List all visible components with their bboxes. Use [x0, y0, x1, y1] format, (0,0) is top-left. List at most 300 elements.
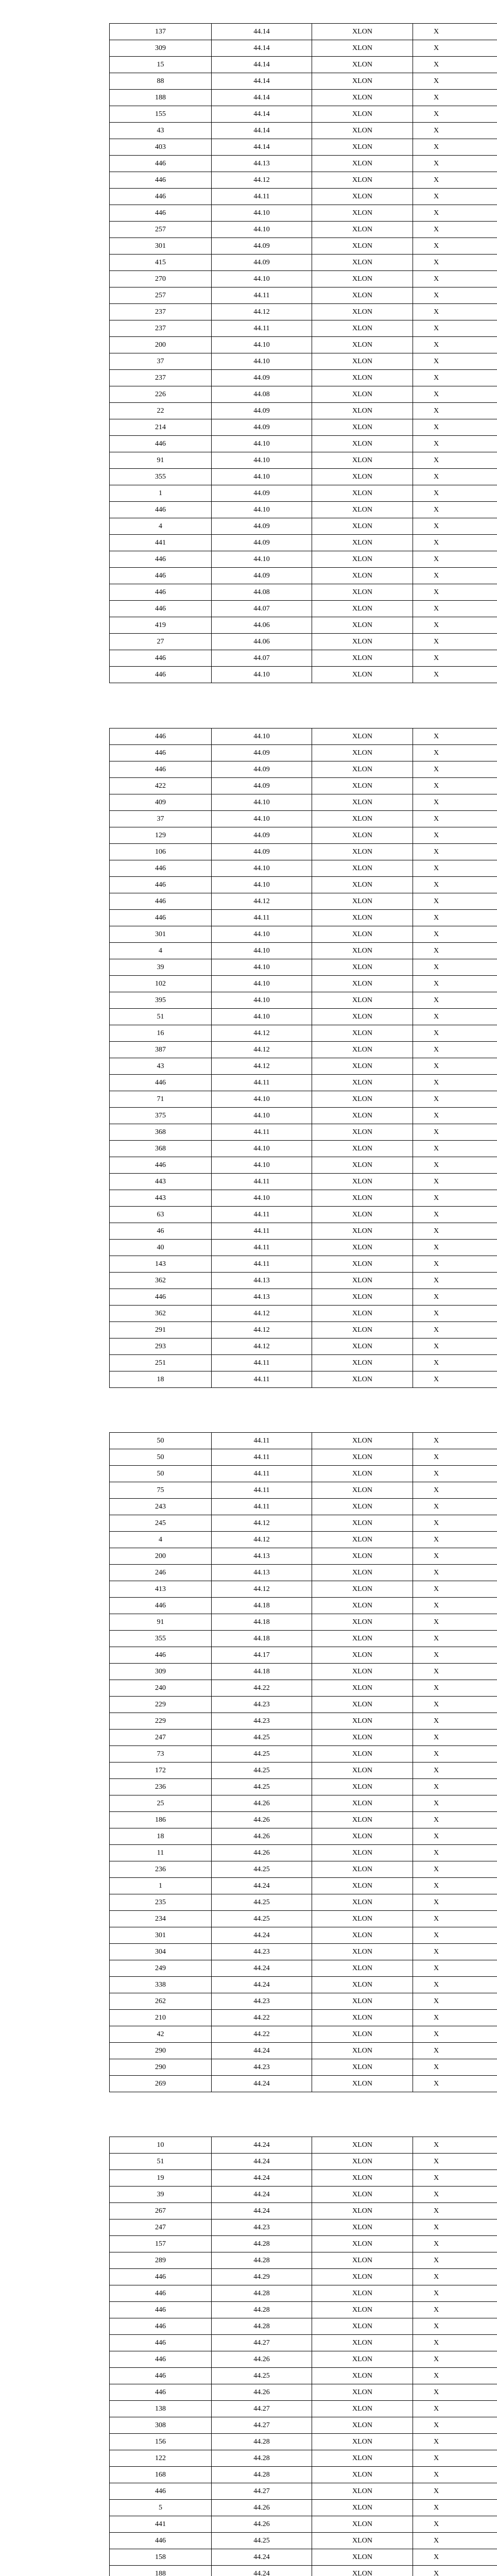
volume-cell: 22 [110, 403, 212, 419]
volume-cell: 446 [110, 584, 212, 601]
table-row [110, 2351, 497, 2368]
time-cell: X [413, 1157, 497, 1174]
price-cell: 44.06 [212, 634, 312, 650]
time-cell: X [413, 2252, 497, 2269]
volume-cell: 237 [110, 320, 212, 337]
time-cell: X [413, 1977, 497, 1993]
volume-cell: 246 [110, 1565, 212, 1581]
price-cell: 44.28 [212, 2236, 312, 2252]
volume-cell: 446 [110, 2302, 212, 2318]
volume-cell: 443 [110, 1174, 212, 1190]
table-row [110, 650, 497, 667]
price-cell: 44.12 [212, 1025, 312, 1042]
price-cell: 44.11 [212, 189, 312, 205]
venue-cell: XLON [312, 123, 413, 139]
time-cell: X [413, 255, 497, 271]
volume-cell: 301 [110, 238, 212, 255]
volume-cell: 186 [110, 1812, 212, 1828]
volume-cell: 71 [110, 1091, 212, 1108]
price-cell: 44.11 [212, 1075, 312, 1091]
volume-cell: 413 [110, 1581, 212, 1598]
table-row [110, 320, 497, 337]
venue-cell: XLON [312, 2043, 413, 2059]
volume-cell: 188 [110, 2566, 212, 2576]
time-cell: X [413, 1466, 497, 1482]
volume-cell: 15 [110, 57, 212, 73]
volume-cell: 157 [110, 2236, 212, 2252]
time-cell: X [413, 992, 497, 1009]
venue-cell: XLON [312, 304, 413, 320]
venue-cell: XLON [312, 1009, 413, 1025]
venue-cell: XLON [312, 976, 413, 992]
table-row [110, 893, 497, 910]
volume-cell: 446 [110, 1157, 212, 1174]
venue-cell: XLON [312, 1240, 413, 1256]
time-cell: X [413, 57, 497, 73]
volume-cell: 446 [110, 1075, 212, 1091]
venue-cell: XLON [312, 57, 413, 73]
volume-cell: 37 [110, 353, 212, 370]
time-cell: X [413, 287, 497, 304]
time-cell: X [413, 2203, 497, 2219]
venue-cell: XLON [312, 650, 413, 667]
price-cell: 44.18 [212, 1614, 312, 1631]
price-cell: 44.11 [212, 287, 312, 304]
venue-cell: XLON [312, 1977, 413, 1993]
table-row [110, 1322, 497, 1338]
volume-cell: 362 [110, 1306, 212, 1322]
time-cell: X [413, 502, 497, 518]
time-cell: X [413, 893, 497, 910]
price-cell: 44.12 [212, 1532, 312, 1548]
venue-cell: XLON [312, 2010, 413, 2026]
time-cell: X [413, 1680, 497, 1697]
table-row [110, 1581, 497, 1598]
time-cell: X [413, 2010, 497, 2026]
price-cell: 44.12 [212, 1515, 312, 1532]
price-cell: 44.10 [212, 205, 312, 222]
time-cell: X [413, 910, 497, 926]
venue-cell: XLON [312, 860, 413, 877]
price-cell: 44.14 [212, 106, 312, 123]
price-cell: 44.17 [212, 1647, 312, 1664]
time-cell: X [413, 2059, 497, 2076]
volume-cell: 1 [110, 485, 212, 502]
time-cell: X [413, 139, 497, 156]
venue-cell: XLON [312, 1664, 413, 1680]
volume-cell: 168 [110, 2467, 212, 2483]
time-cell: X [413, 1878, 497, 1894]
volume-cell: 73 [110, 1746, 212, 1762]
volume-cell: 446 [110, 860, 212, 877]
venue-cell: XLON [312, 1713, 413, 1730]
price-cell: 44.08 [212, 584, 312, 601]
price-cell: 44.28 [212, 2285, 312, 2302]
price-cell: 44.10 [212, 943, 312, 959]
volume-cell: 293 [110, 1338, 212, 1355]
time-cell: X [413, 601, 497, 617]
table-row [110, 1647, 497, 1664]
volume-cell: 446 [110, 601, 212, 617]
volume-cell: 4 [110, 943, 212, 959]
venue-cell: XLON [312, 2483, 413, 2500]
venue-cell: XLON [312, 172, 413, 189]
volume-cell: 200 [110, 337, 212, 353]
volume-cell: 309 [110, 40, 212, 57]
volume-cell: 304 [110, 1944, 212, 1960]
venue-cell: XLON [312, 2417, 413, 2434]
table-row [110, 634, 497, 650]
table-row [110, 1861, 497, 1878]
table-row [110, 992, 497, 1009]
time-cell: X [413, 2076, 497, 2092]
venue-cell: XLON [312, 877, 413, 893]
table-row [110, 1433, 497, 1449]
table-row [110, 1927, 497, 1944]
volume-cell: 291 [110, 1322, 212, 1338]
table-row [110, 1977, 497, 1993]
venue-cell: XLON [312, 337, 413, 353]
table-row [110, 2516, 497, 2533]
venue-cell: XLON [312, 1565, 413, 1581]
time-cell: X [413, 794, 497, 811]
volume-cell: 236 [110, 1779, 212, 1795]
table-row [110, 811, 497, 827]
price-cell: 44.09 [212, 238, 312, 255]
time-cell: X [413, 2368, 497, 2384]
volume-cell: 240 [110, 1680, 212, 1697]
price-cell: 44.27 [212, 2483, 312, 2500]
volume-cell: 50 [110, 1433, 212, 1449]
table-row [110, 728, 497, 745]
price-cell: 44.10 [212, 1091, 312, 1108]
volume-cell: 229 [110, 1713, 212, 1730]
volume-cell: 5 [110, 2500, 212, 2516]
price-cell: 44.10 [212, 1009, 312, 1025]
table-row [110, 2154, 497, 2170]
venue-cell: XLON [312, 2500, 413, 2516]
volume-cell: 446 [110, 1598, 212, 1614]
volume-cell: 446 [110, 2351, 212, 2368]
price-cell: 44.29 [212, 2269, 312, 2285]
price-cell: 44.09 [212, 419, 312, 436]
volume-cell: 129 [110, 827, 212, 844]
table-row [110, 1680, 497, 1697]
time-cell: X [413, 568, 497, 584]
time-cell: X [413, 943, 497, 959]
volume-cell: 446 [110, 667, 212, 683]
table-row [110, 2219, 497, 2236]
table-row [110, 1190, 497, 1207]
volume-cell: 446 [110, 2384, 212, 2401]
price-cell: 44.25 [212, 1730, 312, 1746]
table-row [110, 40, 497, 57]
venue-cell: XLON [312, 992, 413, 1009]
volume-cell: 419 [110, 617, 212, 634]
time-cell: X [413, 1207, 497, 1223]
time-cell: X [413, 1993, 497, 2010]
price-cell: 44.08 [212, 386, 312, 403]
venue-cell: XLON [312, 1157, 413, 1174]
time-cell: X [413, 877, 497, 893]
venue-cell: XLON [312, 73, 413, 90]
table-row [110, 2533, 497, 2549]
table-row [110, 1565, 497, 1581]
volume-cell: 403 [110, 139, 212, 156]
volume-cell: 446 [110, 2483, 212, 2500]
price-cell: 44.25 [212, 1861, 312, 1878]
price-cell: 44.10 [212, 992, 312, 1009]
volume-cell: 237 [110, 304, 212, 320]
price-cell: 44.28 [212, 2318, 312, 2335]
price-cell: 44.10 [212, 1141, 312, 1157]
table-row [110, 1174, 497, 1190]
price-cell: 44.12 [212, 1338, 312, 1355]
venue-cell: XLON [312, 535, 413, 551]
price-cell: 44.07 [212, 601, 312, 617]
volume-cell: 375 [110, 1108, 212, 1124]
venue-cell: XLON [312, 222, 413, 238]
time-cell: X [413, 1058, 497, 1075]
volume-cell: 446 [110, 910, 212, 926]
volume-cell: 39 [110, 959, 212, 976]
volume-cell: 446 [110, 502, 212, 518]
venue-cell: XLON [312, 2368, 413, 2384]
venue-cell: XLON [312, 584, 413, 601]
table-row [110, 2059, 497, 2076]
venue-cell: XLON [312, 1631, 413, 1647]
volume-cell: 188 [110, 90, 212, 106]
time-cell: X [413, 238, 497, 255]
price-cell: 44.10 [212, 926, 312, 943]
venue-cell: XLON [312, 1058, 413, 1075]
table-row [110, 617, 497, 634]
price-cell: 44.22 [212, 2026, 312, 2043]
table-row [110, 502, 497, 518]
price-cell: 44.09 [212, 255, 312, 271]
venue-cell: XLON [312, 617, 413, 634]
table-row [110, 1631, 497, 1647]
table-row [110, 1306, 497, 1322]
time-cell: X [413, 2401, 497, 2417]
volume-cell: 249 [110, 1960, 212, 1977]
table-row [110, 1812, 497, 1828]
venue-cell: XLON [312, 2170, 413, 2187]
price-cell: 44.10 [212, 794, 312, 811]
price-cell: 44.09 [212, 844, 312, 860]
time-cell: X [413, 2384, 497, 2401]
venue-cell: XLON [312, 728, 413, 745]
venue-cell: XLON [312, 370, 413, 386]
table-row [110, 1466, 497, 1482]
table-row [110, 2302, 497, 2318]
price-cell: 44.24 [212, 2076, 312, 2092]
volume-cell: 75 [110, 1482, 212, 1499]
price-cell: 44.09 [212, 370, 312, 386]
venue-cell: XLON [312, 1861, 413, 1878]
table-row [110, 2137, 497, 2154]
price-cell: 44.14 [212, 40, 312, 57]
price-cell: 44.11 [212, 1466, 312, 1482]
table-row [110, 778, 497, 794]
volume-cell: 247 [110, 1730, 212, 1746]
table-row [110, 2318, 497, 2335]
table-row [110, 1157, 497, 1174]
volume-cell: 446 [110, 1647, 212, 1664]
venue-cell: XLON [312, 1322, 413, 1338]
venue-cell: XLON [312, 1548, 413, 1565]
table-row [110, 2236, 497, 2252]
venue-cell: XLON [312, 551, 413, 568]
time-cell: X [413, 1371, 497, 1388]
time-cell: X [413, 1042, 497, 1058]
volume-cell: 446 [110, 2285, 212, 2302]
table-row [110, 255, 497, 271]
time-cell: X [413, 205, 497, 222]
venue-cell: XLON [312, 2302, 413, 2318]
price-cell: 44.10 [212, 860, 312, 877]
time-cell: X [413, 2549, 497, 2566]
volume-cell: 1 [110, 1878, 212, 1894]
time-cell: X [413, 1845, 497, 1861]
volume-cell: 309 [110, 1664, 212, 1680]
venue-cell: XLON [312, 1355, 413, 1371]
volume-cell: 446 [110, 172, 212, 189]
venue-cell: XLON [312, 1223, 413, 1240]
venue-cell: XLON [312, 2203, 413, 2219]
venue-cell: XLON [312, 2252, 413, 2269]
time-cell: X [413, 535, 497, 551]
price-cell: 44.12 [212, 893, 312, 910]
venue-cell: XLON [312, 1108, 413, 1124]
venue-cell: XLON [312, 2335, 413, 2351]
venue-cell: XLON [312, 2533, 413, 2549]
venue-cell: XLON [312, 1515, 413, 1532]
table-row [110, 584, 497, 601]
table-row [110, 1124, 497, 1141]
time-cell: X [413, 2335, 497, 2351]
price-cell: 44.09 [212, 778, 312, 794]
table-row [110, 1779, 497, 1795]
price-cell: 44.13 [212, 1548, 312, 1565]
time-cell: X [413, 926, 497, 943]
trades-table-page-4 [109, 2137, 497, 2576]
table-row [110, 1697, 497, 1713]
price-cell: 44.22 [212, 1680, 312, 1697]
time-cell: X [413, 337, 497, 353]
time-cell: X [413, 634, 497, 650]
venue-cell: XLON [312, 1746, 413, 1762]
time-cell: X [413, 1433, 497, 1449]
table-row [110, 1058, 497, 1075]
time-cell: X [413, 584, 497, 601]
time-cell: X [413, 1322, 497, 1338]
volume-cell: 308 [110, 2417, 212, 2434]
price-cell: 44.24 [212, 2566, 312, 2576]
table-row [110, 1338, 497, 1355]
price-cell: 44.26 [212, 1812, 312, 1828]
volume-cell: 46 [110, 1223, 212, 1240]
volume-cell: 270 [110, 271, 212, 287]
volume-cell: 137 [110, 24, 212, 40]
volume-cell: 446 [110, 728, 212, 745]
venue-cell: XLON [312, 745, 413, 761]
time-cell: X [413, 189, 497, 205]
venue-cell: XLON [312, 844, 413, 860]
time-cell: X [413, 2302, 497, 2318]
time-cell: X [413, 485, 497, 502]
time-cell: X [413, 1960, 497, 1977]
price-cell: 44.09 [212, 761, 312, 778]
venue-cell: XLON [312, 778, 413, 794]
volume-cell: 143 [110, 1256, 212, 1273]
price-cell: 44.10 [212, 877, 312, 893]
venue-cell: XLON [312, 2059, 413, 2076]
time-cell: X [413, 1664, 497, 1680]
volume-cell: 257 [110, 287, 212, 304]
venue-cell: XLON [312, 419, 413, 436]
time-cell: X [413, 2285, 497, 2302]
volume-cell: 446 [110, 436, 212, 452]
time-cell: X [413, 1713, 497, 1730]
time-cell: X [413, 617, 497, 634]
price-cell: 44.10 [212, 551, 312, 568]
table-row [110, 2401, 497, 2417]
price-cell: 44.11 [212, 1240, 312, 1256]
volume-cell: 301 [110, 1927, 212, 1944]
table-row [110, 827, 497, 844]
time-cell: X [413, 811, 497, 827]
table-row [110, 123, 497, 139]
price-cell: 44.12 [212, 1322, 312, 1338]
time-cell: X [413, 2351, 497, 2368]
venue-cell: XLON [312, 2269, 413, 2285]
table-row [110, 745, 497, 761]
table-row [110, 1614, 497, 1631]
time-cell: X [413, 1548, 497, 1565]
time-cell: X [413, 1499, 497, 1515]
venue-cell: XLON [312, 568, 413, 584]
venue-cell: XLON [312, 893, 413, 910]
venue-cell: XLON [312, 1680, 413, 1697]
venue-cell: XLON [312, 1449, 413, 1466]
venue-cell: XLON [312, 1371, 413, 1388]
time-cell: X [413, 1598, 497, 1614]
time-cell: X [413, 1779, 497, 1795]
venue-cell: XLON [312, 2318, 413, 2335]
table-row [110, 2500, 497, 2516]
time-cell: X [413, 419, 497, 436]
time-cell: X [413, 156, 497, 172]
volume-cell: 4 [110, 518, 212, 535]
time-cell: X [413, 1532, 497, 1548]
venue-cell: XLON [312, 1174, 413, 1190]
time-cell: X [413, 860, 497, 877]
time-cell: X [413, 1449, 497, 1466]
trades-table-page-1 [109, 23, 497, 683]
price-cell: 44.12 [212, 1581, 312, 1598]
venue-cell: XLON [312, 1338, 413, 1355]
time-cell: X [413, 844, 497, 860]
table-row [110, 1223, 497, 1240]
table-row [110, 2549, 497, 2566]
table-row [110, 2450, 497, 2467]
venue-cell: XLON [312, 2516, 413, 2533]
time-cell: X [413, 2483, 497, 2500]
venue-cell: XLON [312, 1433, 413, 1449]
venue-cell: XLON [312, 1812, 413, 1828]
volume-cell: 368 [110, 1141, 212, 1157]
